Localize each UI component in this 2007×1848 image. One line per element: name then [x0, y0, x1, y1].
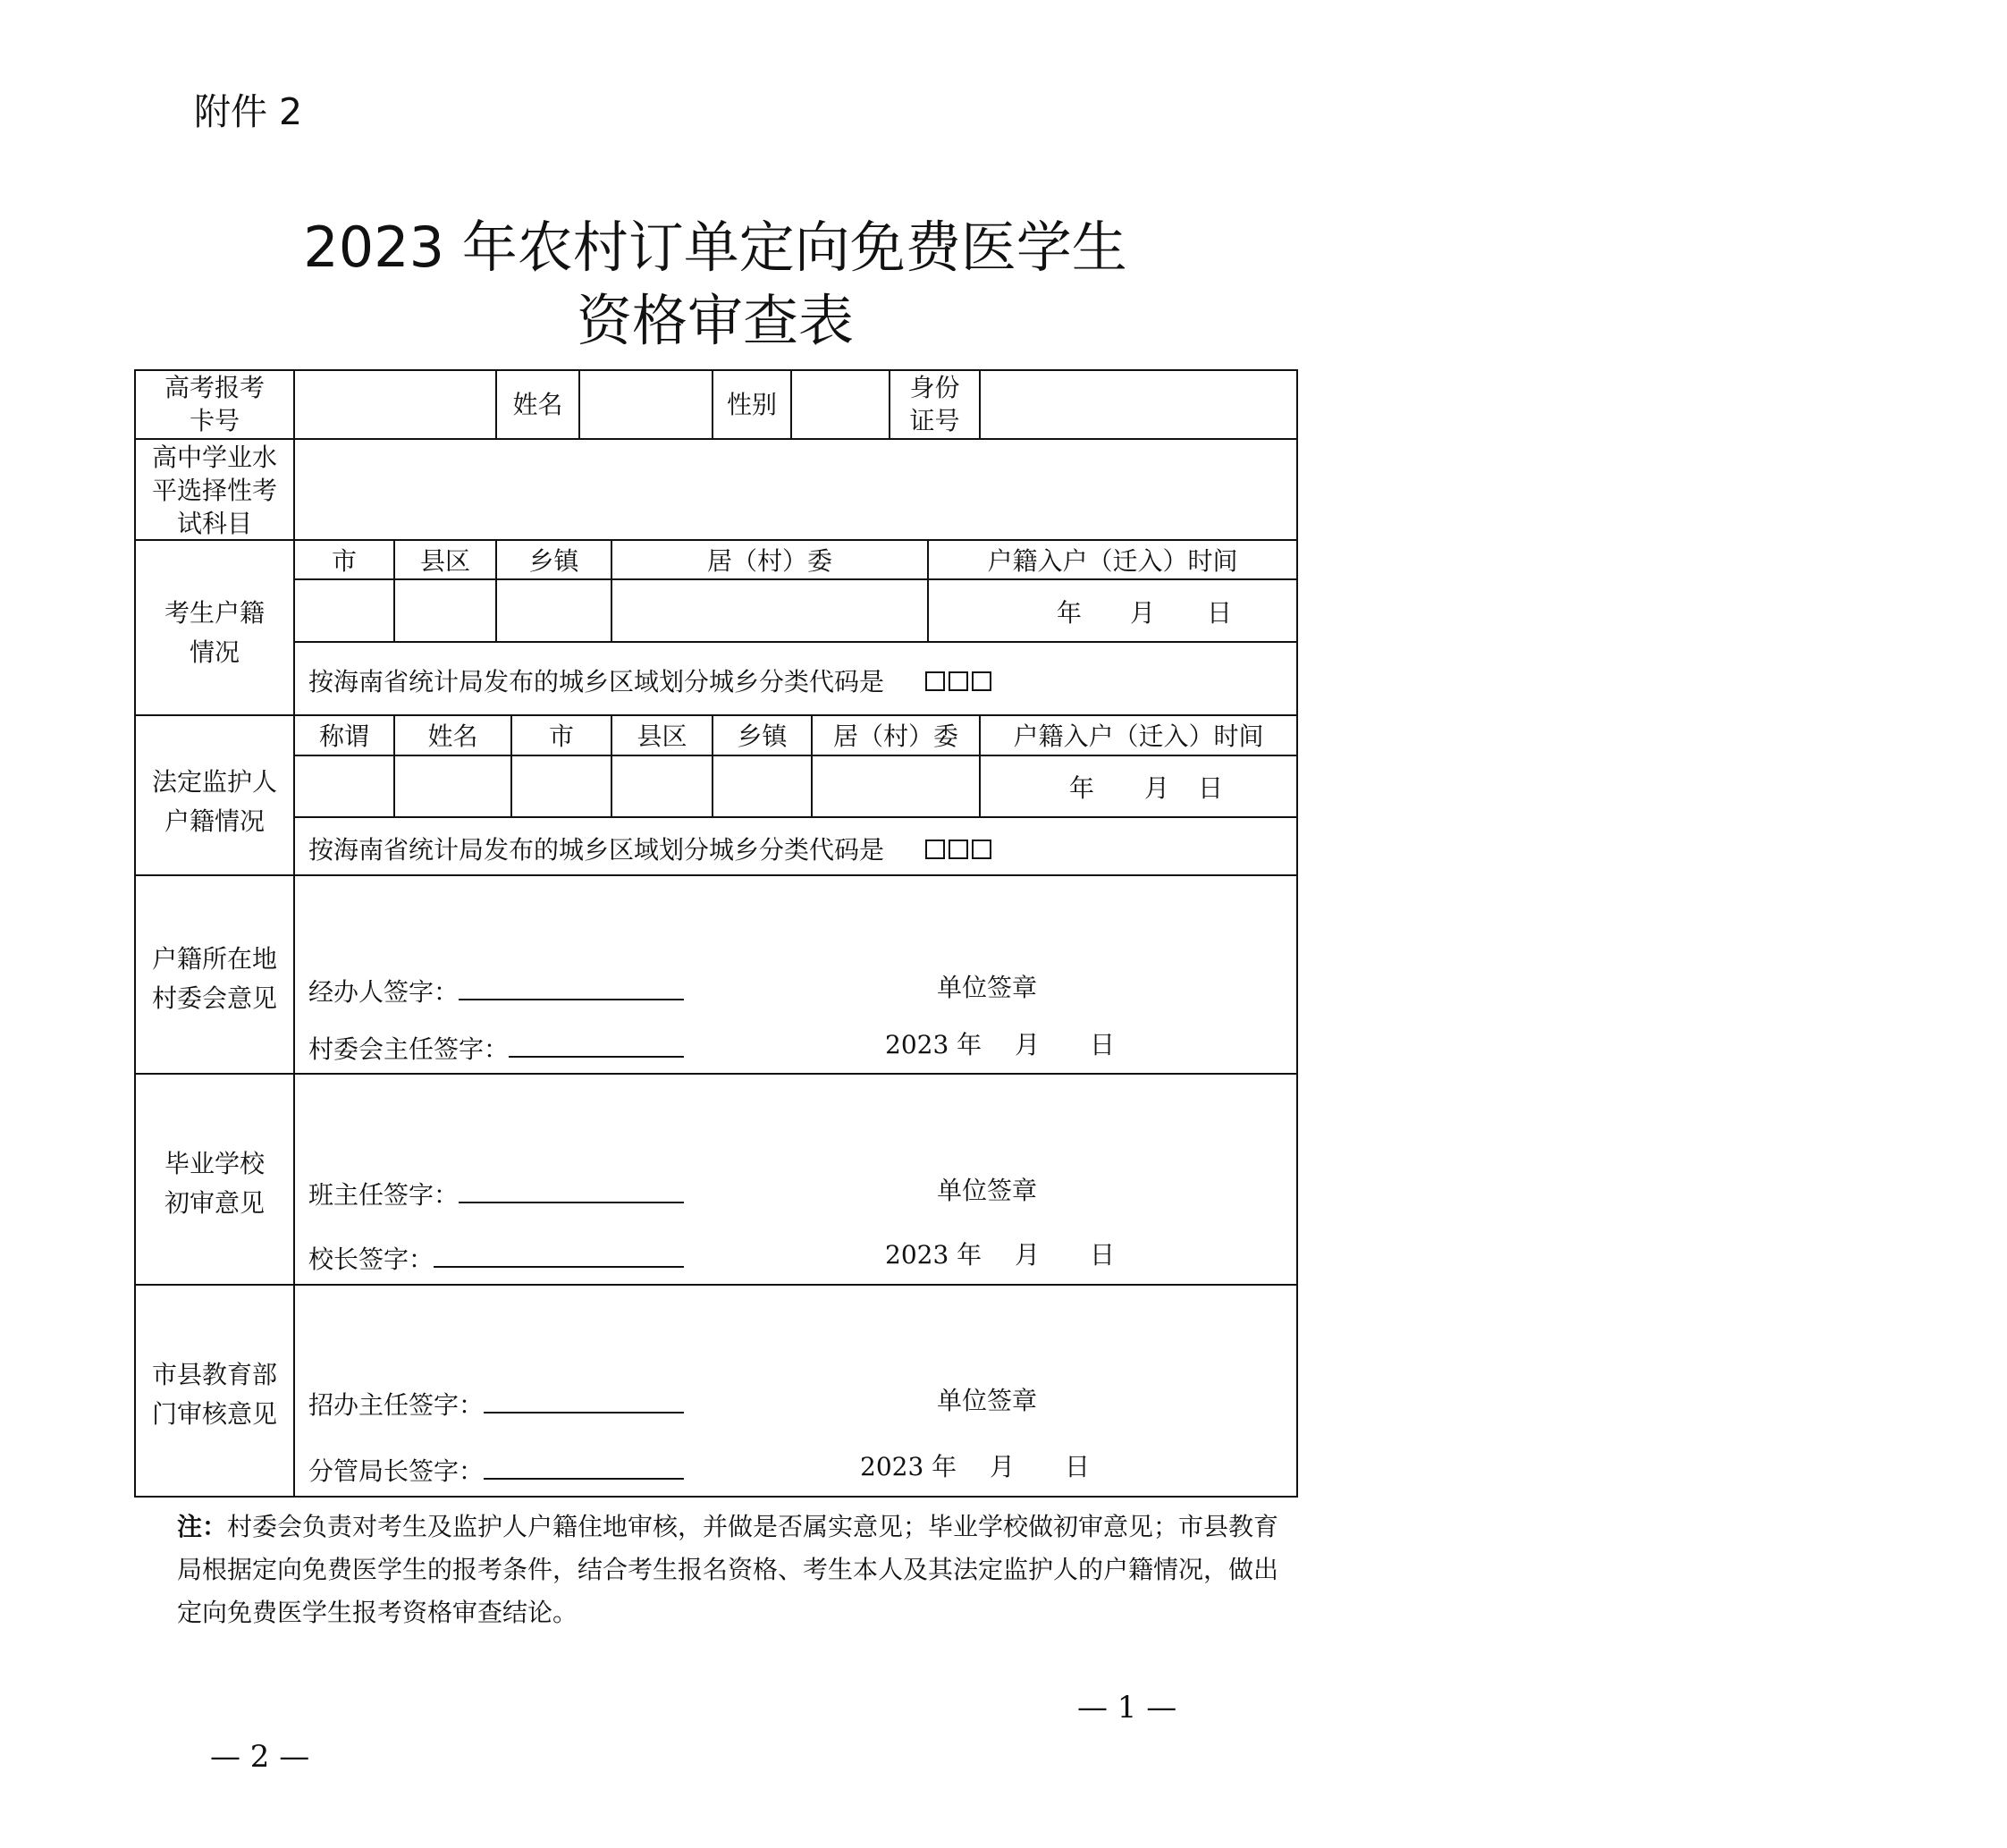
student-code-text: 按海南省统计局发布的城乡区域划分城乡分类代码是 — [308, 667, 885, 696]
bureau-sign-label: 分管局长签字： — [308, 1456, 485, 1486]
director-sign-field[interactable] — [509, 1029, 684, 1058]
date-day: 日 — [1198, 773, 1224, 803]
admission-sign-field[interactable] — [484, 1385, 684, 1413]
teacher-sign-label: 班主任签字： — [308, 1180, 460, 1210]
sign-date: 2023 年 月 日 — [860, 1452, 1091, 1481]
col-household-time: 户籍入户（迁入）时间 — [1013, 721, 1264, 751]
director-sign-label: 村委会主任签字： — [308, 1034, 510, 1064]
admission-sign-line — [308, 1385, 684, 1422]
col-county: 县区 — [419, 546, 470, 576]
col-village: 居（村）委 — [706, 546, 832, 576]
page-number-left: — 2 — — [210, 1739, 310, 1775]
code-box[interactable] — [925, 671, 945, 691]
col-village: 居（村）委 — [832, 721, 958, 751]
date-month: 月 — [1130, 598, 1156, 628]
guardian-code-line — [308, 834, 991, 866]
principal-sign-label: 校长签字： — [308, 1245, 434, 1274]
note-prefix: 注： — [177, 1512, 228, 1541]
student-household-label: 考生户籍 情况 — [164, 598, 265, 667]
name-label: 姓名 — [512, 390, 563, 419]
unit-seal-label: 单位签章 — [937, 1386, 1038, 1415]
gender-label: 性别 — [726, 390, 777, 419]
col-city: 市 — [331, 546, 357, 576]
col-relation: 称谓 — [318, 721, 369, 751]
guardian-code-text: 按海南省统计局发布的城乡区域划分城乡分类代码是 — [308, 835, 885, 865]
col-name: 姓名 — [427, 721, 478, 751]
student-code-line — [308, 666, 991, 698]
date-year: 年 — [1057, 598, 1083, 628]
page-number-right: — 1 — — [1077, 1690, 1177, 1726]
principal-sign-line — [308, 1239, 684, 1276]
principal-sign-field[interactable] — [434, 1239, 684, 1268]
village-opinion-label: 户籍所在地 村委会意见 — [151, 944, 277, 1013]
note-text: 村委会负责对考生及监护人户籍住地审核，并做是否属实意见；毕业学校做初审意见；市县教育局根据定向免费医学生的报考条件，结合考生报名资格、考生本人及其法定监护人的户籍情况，做出定向免费医学生报考资格审查结论。 — [177, 1512, 1279, 1627]
bureau-sign-line — [308, 1451, 684, 1488]
handler-sign-line — [308, 972, 684, 1008]
code-box[interactable] — [949, 671, 968, 691]
sign-date: 2023 年 月 日 — [885, 1030, 1116, 1059]
teacher-sign-field[interactable] — [459, 1175, 684, 1203]
code-box[interactable] — [972, 671, 991, 691]
form-title-line2: 资格审查表 — [576, 288, 854, 353]
form-note — [177, 1506, 1286, 1634]
admission-sign-label: 招办主任签字： — [308, 1390, 485, 1420]
code-box[interactable] — [949, 840, 968, 859]
col-city: 市 — [548, 721, 574, 751]
unit-seal-label: 单位签章 — [937, 1176, 1038, 1205]
col-town: 乡镇 — [528, 546, 579, 576]
attachment-label: 附件 2 — [194, 90, 303, 133]
date-year: 年 — [1069, 773, 1095, 803]
form-title-line1: 2023 年农村订单定向免费医学生 — [303, 215, 1127, 280]
handler-sign-field[interactable] — [459, 972, 684, 1000]
code-box[interactable] — [925, 840, 945, 859]
sign-date: 2023 年 月 日 — [885, 1240, 1116, 1270]
id-number-label: 身份 证号 — [909, 373, 960, 435]
date-day: 日 — [1207, 598, 1233, 628]
director-sign-line — [308, 1029, 684, 1066]
unit-seal-label: 单位签章 — [937, 973, 1038, 1002]
guardian-household-label: 法定监护人 户籍情况 — [151, 767, 277, 836]
handler-sign-label: 经办人签字： — [308, 977, 460, 1007]
exam-card-label: 高考报考 卡号 — [164, 373, 265, 435]
subjects-label: 高中学业水 平选择性考 试科目 — [151, 443, 277, 538]
county-opinion-label: 市县教育部 门审核意见 — [151, 1360, 277, 1429]
code-box[interactable] — [972, 840, 991, 859]
col-county: 县区 — [637, 721, 687, 751]
bureau-sign-field[interactable] — [484, 1451, 684, 1480]
col-household-time: 户籍入户（迁入）时间 — [987, 546, 1238, 576]
col-town: 乡镇 — [737, 721, 788, 751]
school-opinion-label: 毕业学校 初审意见 — [164, 1149, 265, 1218]
date-month: 月 — [1144, 773, 1170, 803]
teacher-sign-line — [308, 1175, 684, 1211]
